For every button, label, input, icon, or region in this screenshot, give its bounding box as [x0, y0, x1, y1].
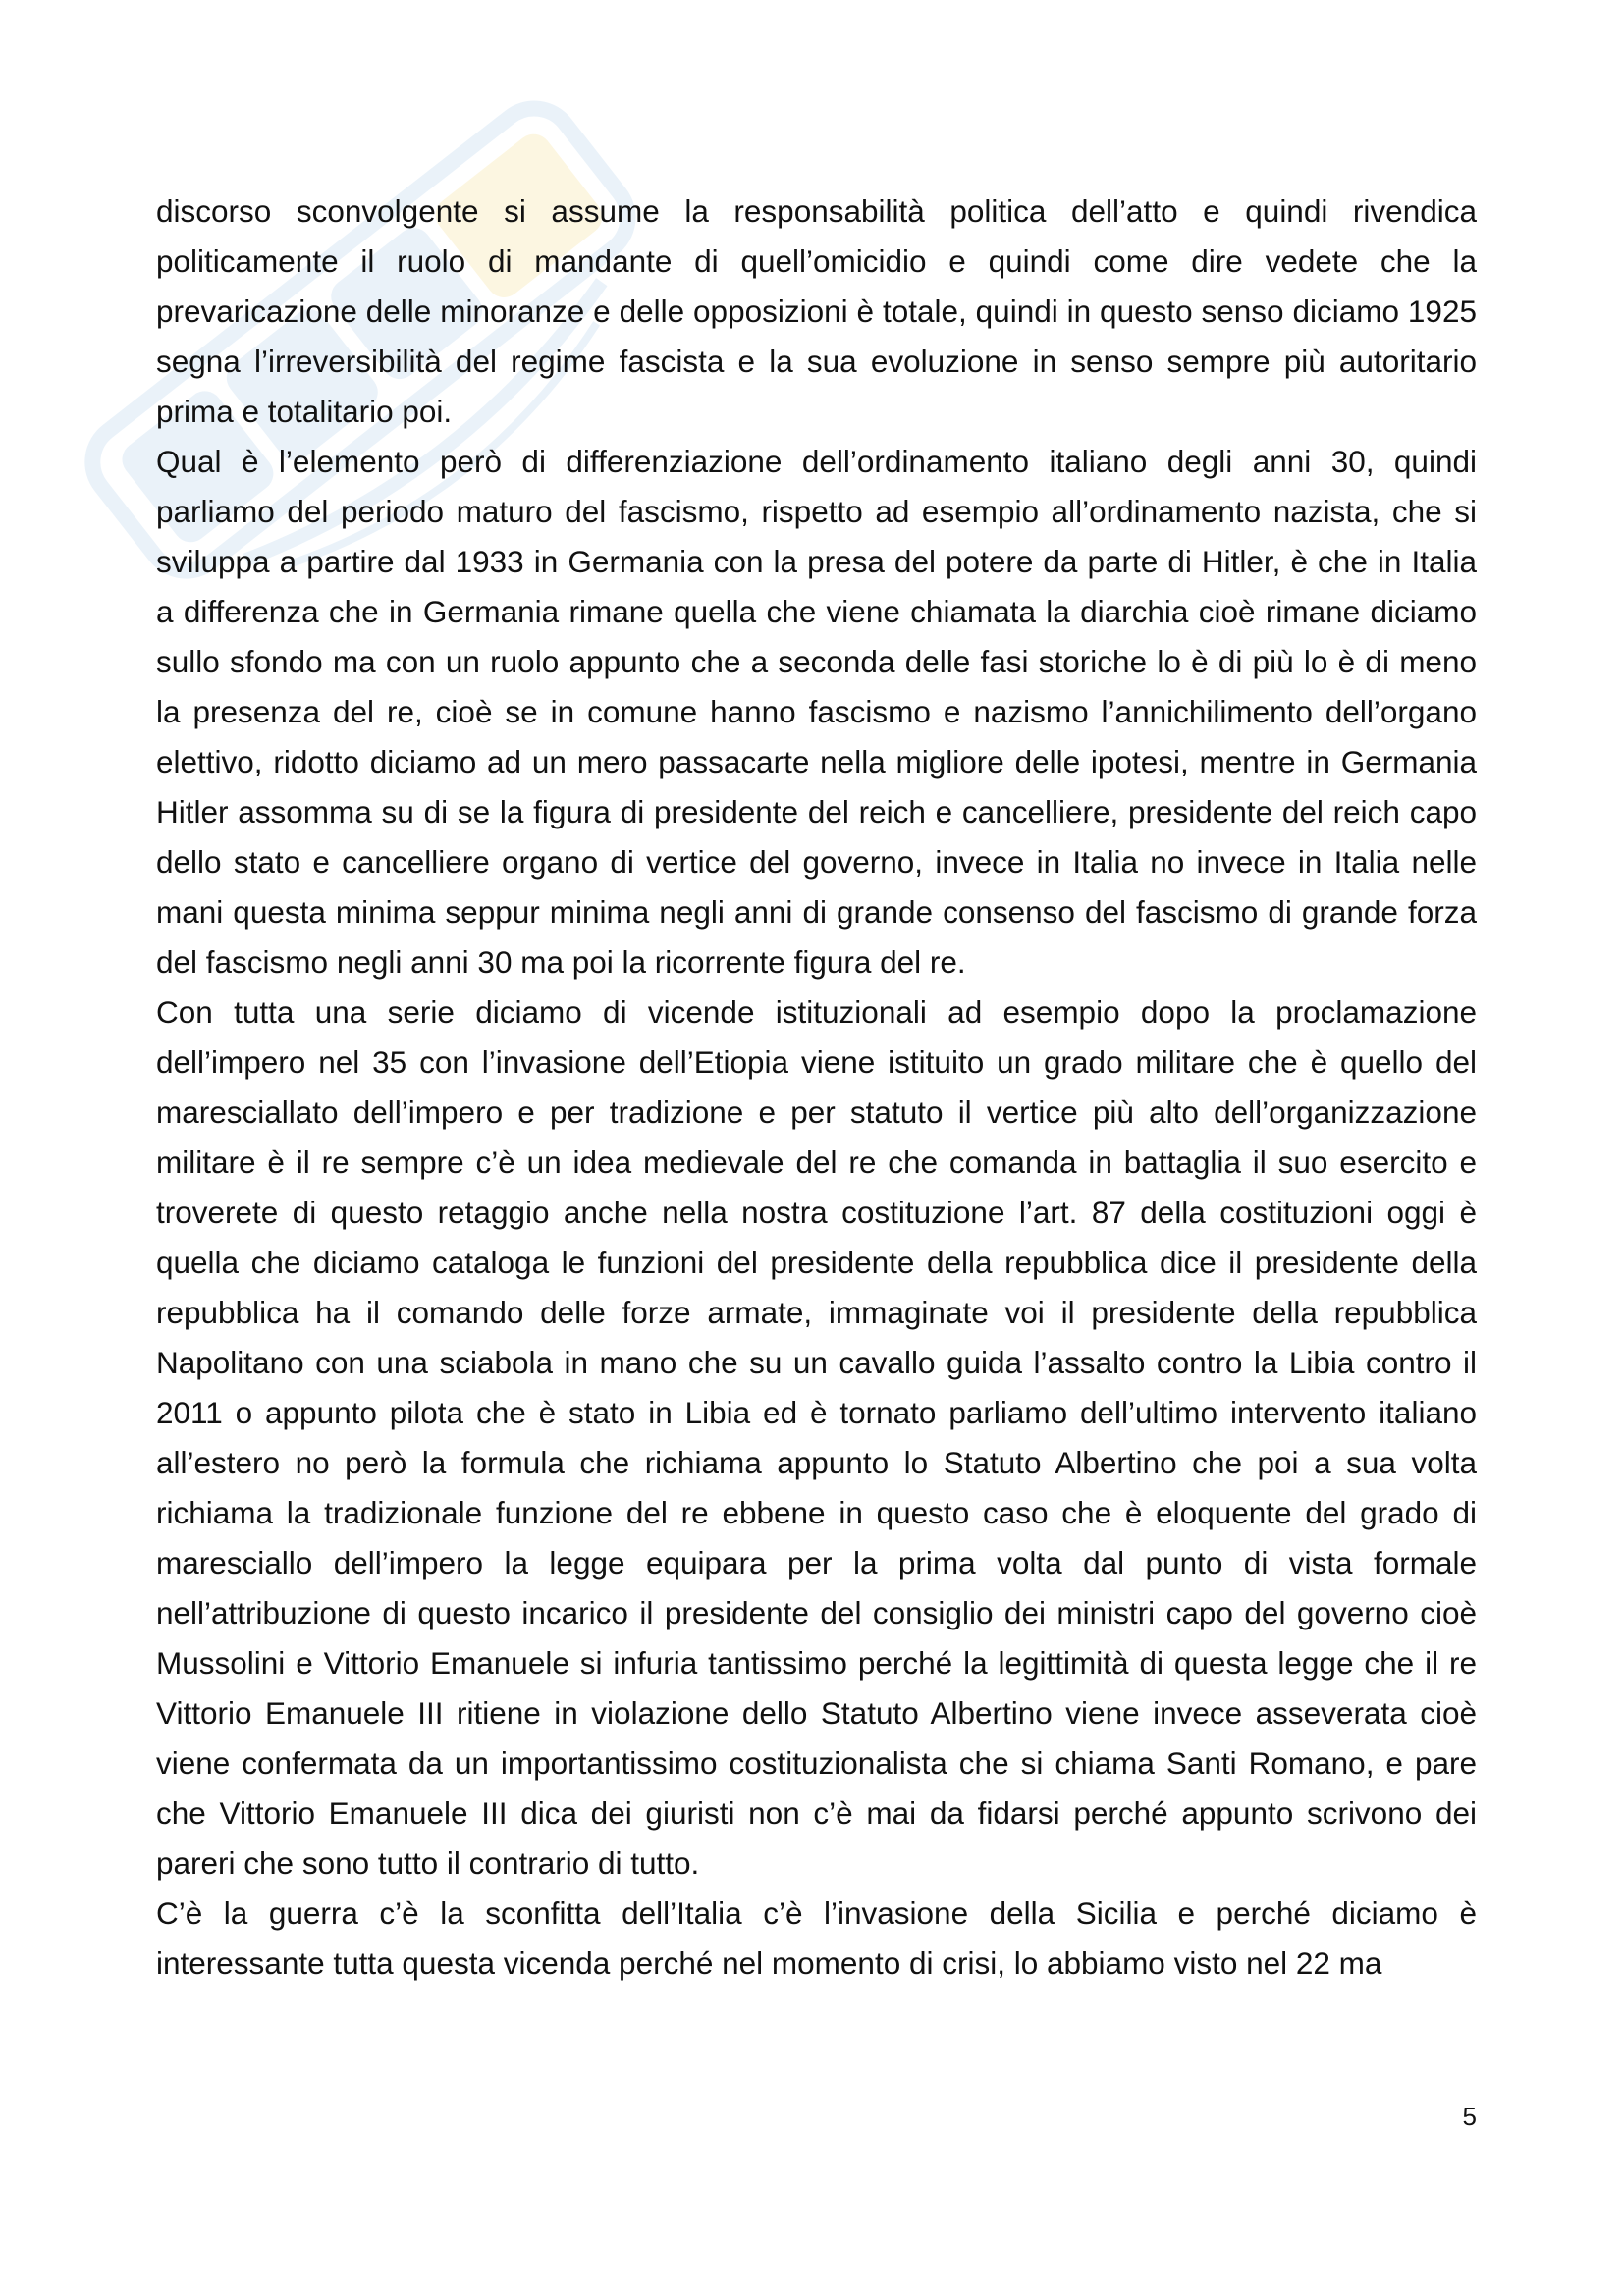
paragraph-2: Qual è l’elemento però di differenziazione dell’ordinamento italiano degli anni 30, quindi parliamo del periodo maturo del fascismo, rispetto ad esempio all’ordinamento nazista, che si sviluppa a partire dal 1933 in Germania con la presa del potere da parte di Hitler, è che in Italia a differenza che in Germania rimane quella che viene chiamata la diarchia cioè rimane diciamo sullo sfondo ma con un ruolo appunto che a seconda delle fasi storiche lo è di più lo è di meno la presenza del re, cioè se in comune hanno fascismo e nazismo l’annichilimento dell’organo elettivo, ridotto diciamo ad un mero passacarte nella migliore delle ipotesi, mentre in Germania Hitler assomma su di se la figura di presidente del reich e cancelliere, presidente del reich capo dello stato e cancelliere organo di vertice del governo, invece in Italia no invece in Italia nelle mani questa minima seppur minima negli anni di grande consenso del fascismo di grande forza del fascismo negli anni 30 ma poi la ricorrente figura del re.	[156, 444, 1477, 980]
document-body	[156, 187, 1477, 1989]
paragraph-1: discorso sconvolgente si assume la responsabilità politica dell’atto e quindi rivendica politicamente il ruolo di mandante di quell’omicidio e quindi come dire vedete che la prevaricazione delle minoranze e delle opposizioni è totale, quindi in questo senso diciamo 1925 segna l’irreversibilità del regime fascista e la sua evoluzione in senso sempre più autoritario prima e totalitario poi.	[156, 193, 1477, 429]
paragraph-3: Con tutta una serie diciamo di vicende istituzionali ad esempio dopo la proclamazione dell’impero nel 35 con l’invasione dell’Etiopia viene istituito un grado militare che è quello del maresciallato dell’impero e per tradizione e per statuto il vertice più alto dell’organizzazione militare è il re sempre c’è un idea medievale del re che comanda in battaglia il suo esercito e troverete di questo retaggio anche nella nostra costituzione l’art. 87 della costituzioni oggi è quella che diciamo cataloga le funzioni del presidente della repubblica dice il presidente della repubblica ha il comando delle forze armate, immaginate voi il presidente della repubblica Napolitano con una sciabola in mano che su un cavallo guida l’assalto contro la Libia contro il 2011 o appunto pilota che è stato in Libia ed è tornato parliamo dell’ultimo intervento italiano all’estero no però la formula che richiama appunto lo Statuto Albertino che poi a sua volta richiama la tradizionale funzione del re ebbene in questo caso che è eloquente del grado di maresciallo dell’impero la legge equipara per la prima volta dal punto di vista formale nell’attribuzione di questo incarico il presidente del consiglio dei ministri capo del governo cioè Mussolini e Vittorio Emanuele si infuria tantissimo perché la legittimità di questa legge che il re Vittorio Emanuele III ritiene in violazione dello Statuto Albertino viene invece asseverata cioè viene confermata da un importantissimo costituzionalista che si chiama Santi Romano, e pare che Vittorio Emanuele III dica dei giuristi non c’è mai da fidarsi perché appunto scrivono dei pareri che sono tutto il contrario di tutto.	[156, 994, 1477, 1881]
paragraph-4: C’è la guerra c’è la sconfitta dell’Italia c’è l’invasione della Sicilia e perché diciamo è interessante tutta questa vicenda perché nel momento di crisi, lo abbiamo visto nel 22 ma	[156, 1896, 1477, 1981]
page-number: 5	[1462, 2102, 1477, 2131]
